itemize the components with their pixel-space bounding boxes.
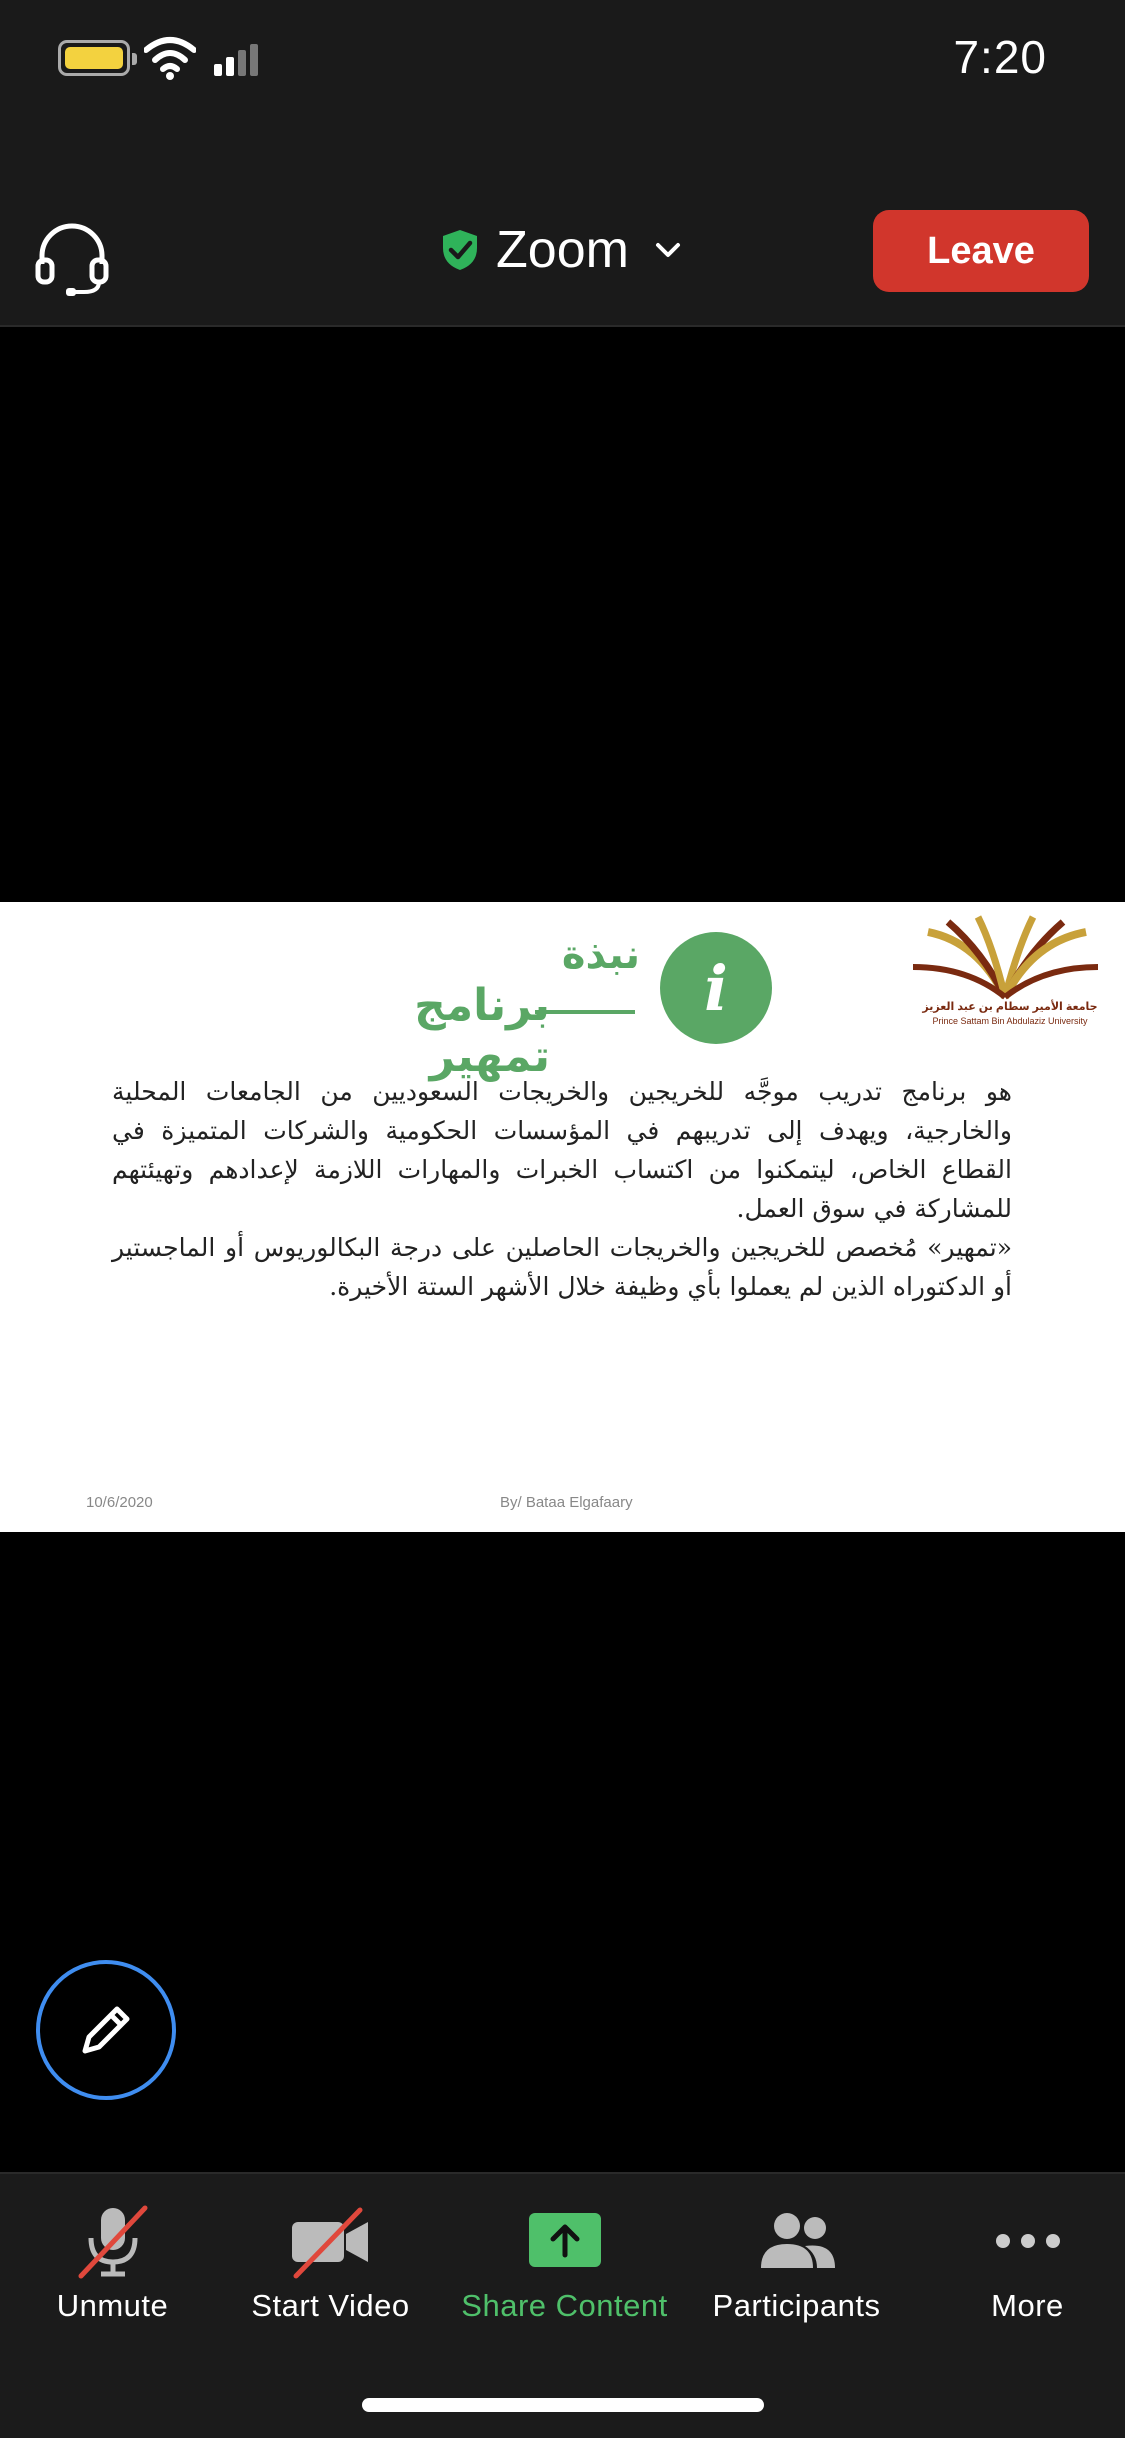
participants-icon [755,2206,839,2276]
more-dots-icon [993,2231,1063,2251]
participants-button[interactable] [684,2202,909,2342]
chevron-down-icon [651,233,685,267]
slide-body [112,1072,1012,1306]
participants-label: Participants [712,2288,881,2323]
slide-title-line1: نبذة [561,933,640,977]
title-underline [535,1010,635,1014]
share-content-label: Share Content [461,2288,668,2323]
university-name-ar: جامعة الأمير سطام بن عبد العزيز [922,1001,1098,1013]
unmute-button[interactable] [0,2202,225,2342]
annotate-button[interactable] [36,1960,176,2100]
leave-button[interactable]: Leave [873,210,1089,292]
share-up-arrow-icon [527,2211,603,2271]
home-indicator[interactable] [362,2398,764,2412]
unmute-label: Unmute [56,2288,169,2323]
more-button[interactable] [915,2202,1125,2342]
share-content-button[interactable] [452,2202,677,2342]
info-icon [660,932,772,1044]
shield-check-icon [440,228,480,272]
more-label: More [991,2288,1064,2323]
signal-icon [214,44,260,76]
battery-icon [58,40,130,76]
mic-off-icon [73,2202,153,2280]
meeting-header [0,120,1125,327]
shared-screen-slide [0,902,1125,1532]
meeting-title: Zoom [496,221,629,279]
video-off-icon [286,2202,376,2280]
slide-paragraph-1: هو برنامج تدريب موجَّه للخريجين والخريجات السعوديين من الجامعات المحلية والخارجية، ويهدف إلى تدريبهم في المؤسسات الحكومية والشركات المتميزة في القطاع الخاص، ليتمكنوا من اكتساب الخبرات والمهارات اللازمة لإعدادهم وتهيئتهم للمشاركة في سوق العمل. [112,1077,1012,1223]
status-time: 7:20 [953,31,1047,83]
info-glyph: i [704,951,728,1025]
status-bar [0,0,1125,120]
wifi-icon [144,36,196,80]
university-name-en: Prince Sattam Bin Abdulaziz University [932,1016,1088,1026]
pencil-icon [75,1999,137,2061]
slide-paragraph-2: «تمهير» مُخصص للخريجين والخريجات الحاصلين على درجة البكالوريوس أو الماجستير أو الدكتوراه الذين لم يعملوا بأي وظيفة خلال الأشهر الستة الأخيرة. [112,1233,1012,1301]
slide-author: By/ Bataa Elgafaary [500,1494,633,1511]
slide-title-line2: برنامج تمهير [414,981,550,1081]
start-video-label: Start Video [251,2288,410,2323]
slide-date: 10/6/2020 [86,1494,153,1511]
start-video-button[interactable] [218,2202,443,2342]
